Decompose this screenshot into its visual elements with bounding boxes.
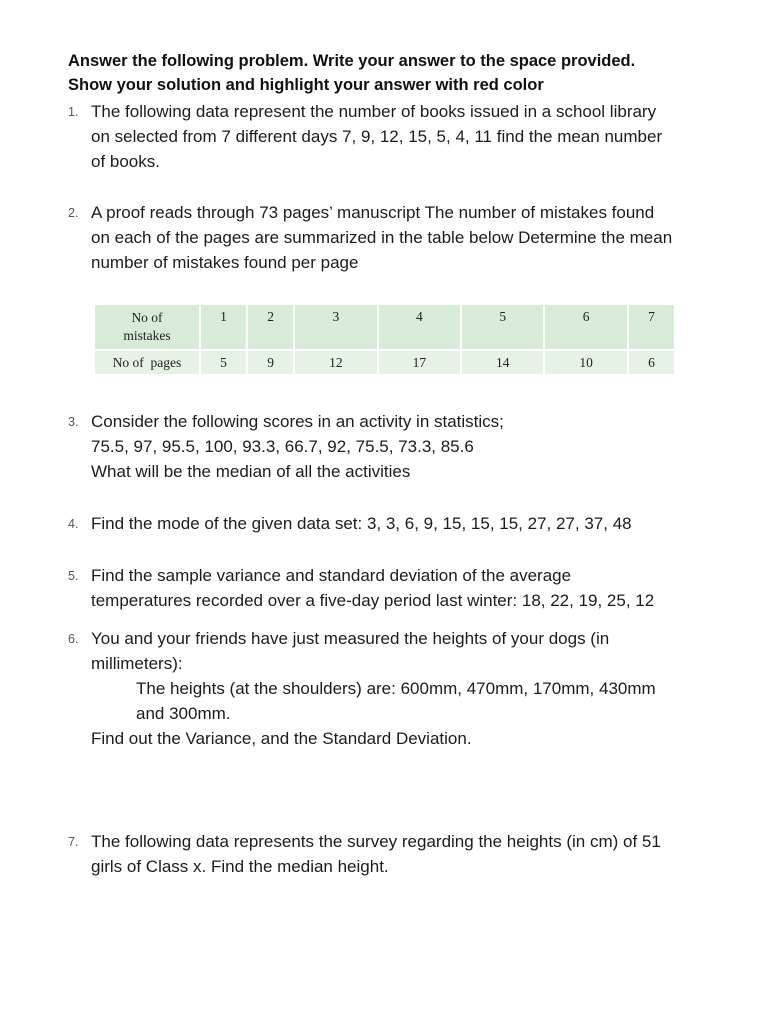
question-number: 6.: [68, 632, 79, 646]
question-number: 1.: [68, 105, 79, 119]
question-text-line: and 300mm.: [136, 704, 231, 723]
question-text-line: You and your friends have just measured the heights of your dogs (in: [91, 629, 610, 648]
table-cell: 4: [378, 305, 461, 350]
question-2: [68, 200, 738, 275]
question-number: 4.: [68, 517, 79, 531]
question-number: 3.: [68, 415, 79, 429]
question-text-line: millimeters):: [91, 654, 183, 673]
question-text-line: Find the sample variance and standard deviation of the average: [91, 566, 572, 585]
question-number: 2.: [68, 206, 79, 220]
question-text-line: on selected from 7 different days 7, 9, 12, 15, 5, 4, 11 find the mean number: [91, 127, 663, 146]
question-text-line: Find out the Variance, and the Standard Deviation.: [91, 729, 472, 748]
question-text-line: Find the mode of the given data set: 3, 3, 6, 9, 15, 15, 15, 27, 27, 37, 48: [91, 514, 632, 533]
question-text-line: A proof reads through 73 pages’ manuscript The number of mistakes found: [91, 203, 655, 222]
table-cell: 7: [628, 305, 675, 350]
table-row-mistakes: [95, 305, 675, 350]
table-cell: 12: [294, 350, 377, 374]
table-cell: 2: [247, 305, 294, 350]
question-text-line: temperatures recorded over a five-day period last winter: 18, 22, 19, 25, 12: [91, 591, 655, 610]
question-text-line: The following data represents the survey regarding the heights (in cm) of 51: [91, 832, 661, 851]
table-cell: 17: [378, 350, 461, 374]
question-text-line: What will be the median of all the activities: [91, 462, 411, 481]
table-row-pages: [95, 350, 675, 374]
table-cell: 6: [544, 305, 627, 350]
table-cell: 9: [247, 350, 294, 374]
row-header-mistakes: No of mistakes: [95, 305, 200, 350]
question-4: [68, 511, 738, 536]
instructions-line-1: Answer the following problem. Write your answer to the space provided.: [68, 52, 636, 70]
table-cell: 1: [200, 305, 247, 350]
question-number: 7.: [68, 835, 79, 849]
question-text-line: of books.: [91, 152, 160, 171]
question-5: [68, 563, 738, 613]
question-1: [68, 99, 738, 174]
question-text-line: 75.5, 97, 95.5, 100, 93.3, 66.7, 92, 75.5, 73.3, 85.6: [91, 437, 474, 456]
question-3: [68, 409, 738, 484]
table-cell: 5: [200, 350, 247, 374]
question-text-line: The following data represent the number of books issued in a school library: [91, 102, 657, 121]
question-text-line: number of mistakes found per page: [91, 253, 359, 272]
question-text-line: on each of the pages are summarized in the table below Determine the mean: [91, 228, 673, 247]
table-cell: 10: [544, 350, 627, 374]
question-text-line: The heights (at the shoulders) are: 600mm, 470mm, 170mm, 430mm: [136, 679, 656, 698]
instructions-line-2: Show your solution and highlight your answer with red color: [68, 76, 544, 94]
table-cell: 5: [461, 305, 544, 350]
table-cell: 3: [294, 305, 377, 350]
question-6: [68, 626, 738, 751]
question-7: [68, 829, 738, 879]
question-text-line: Consider the following scores in an activity in statistics;: [91, 412, 504, 431]
question-number: 5.: [68, 569, 79, 583]
table-cell: 14: [461, 350, 544, 374]
mistakes-table: [95, 305, 676, 374]
instructions-header: [68, 49, 728, 97]
table-cell: 6: [628, 350, 675, 374]
question-text-line: girls of Class x. Find the median height.: [91, 857, 389, 876]
row-header-pages: No of pages: [95, 350, 200, 374]
